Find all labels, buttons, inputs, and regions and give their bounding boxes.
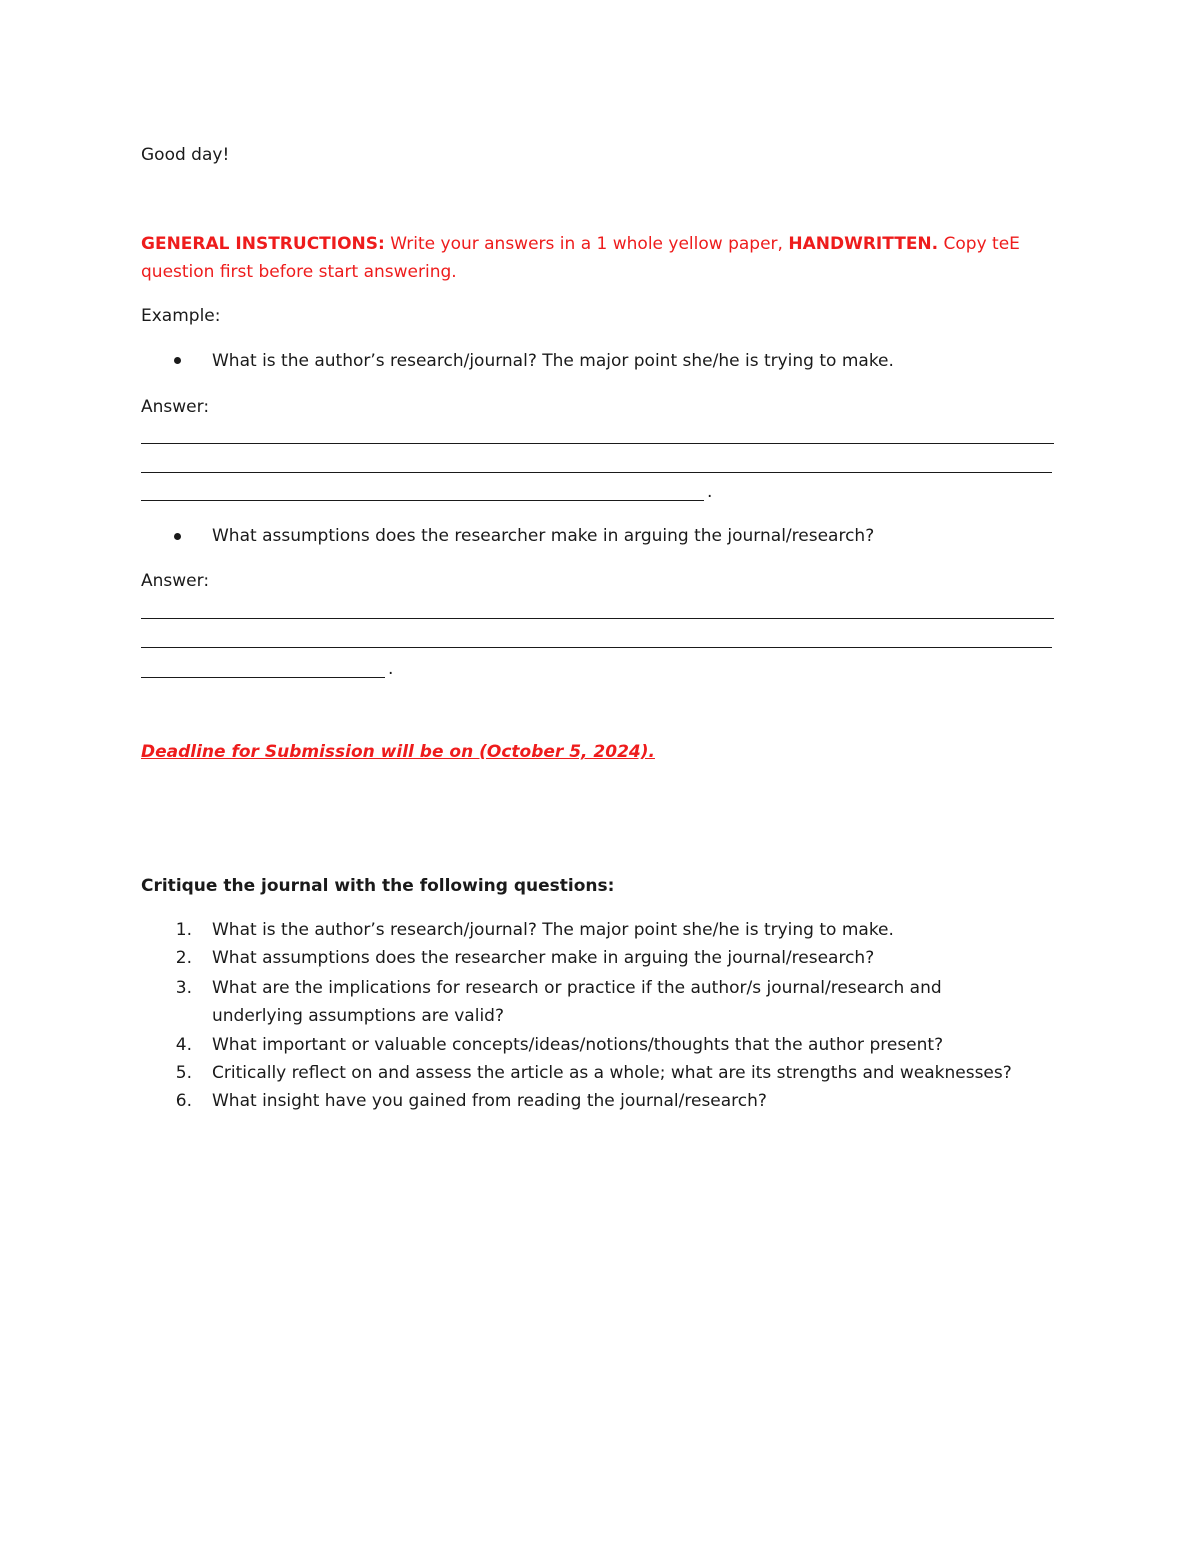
question-text: What insight have you gained from reading the journal/research? bbox=[212, 1091, 767, 1111]
answer-end-period: . bbox=[388, 659, 394, 679]
answer-line bbox=[141, 472, 1052, 473]
question-text: What is the author’s research/journal? The major point she/he is trying to make. bbox=[212, 920, 894, 940]
answer-label-1: Answer: bbox=[141, 397, 210, 417]
question-text: What assumptions does the researcher make in arguing the journal/research? bbox=[212, 948, 875, 968]
example-label: Example: bbox=[141, 306, 221, 326]
answer-line bbox=[141, 618, 1054, 619]
instructions-emphasis: HANDWRITTEN. bbox=[788, 234, 939, 254]
answer-end-period: . bbox=[707, 482, 713, 502]
question-number: 4. bbox=[175, 1035, 192, 1055]
instructions-text-part2: Copy teE bbox=[938, 234, 1020, 254]
answer-line bbox=[141, 647, 1052, 648]
question-text: What are the implications for research or practice if the author/s journal/research and bbox=[212, 978, 942, 998]
general-instructions-line-1 bbox=[141, 234, 1020, 254]
question-text: Critically reflect on and assess the article as a whole; what are its strengths and weaknesses? bbox=[212, 1063, 1012, 1083]
answer-label-2: Answer: bbox=[141, 571, 210, 591]
question-number: 3. bbox=[175, 978, 192, 998]
question-number: 1. bbox=[175, 920, 192, 940]
answer-line bbox=[141, 677, 385, 678]
question-number: 5. bbox=[175, 1063, 192, 1083]
example-question-1: What is the author’s research/journal? The major point she/he is trying to make. bbox=[212, 351, 894, 371]
answer-line bbox=[141, 443, 1054, 444]
bullet-icon bbox=[174, 533, 181, 540]
deadline-notice: Deadline for Submission will be on (October 5, 2024). bbox=[141, 742, 655, 762]
greeting: Good day! bbox=[141, 145, 230, 165]
question-number: 6. bbox=[175, 1091, 192, 1111]
critique-title: Critique the journal with the following questions: bbox=[141, 876, 615, 896]
instructions-label: GENERAL INSTRUCTIONS: bbox=[141, 234, 385, 254]
question-number: 2. bbox=[175, 948, 192, 968]
example-question-2: What assumptions does the researcher make in arguing the journal/research? bbox=[212, 526, 875, 546]
instructions-text-part1: Write your answers in a 1 whole yellow paper, bbox=[384, 234, 789, 254]
question-text-continued: underlying assumptions are valid? bbox=[212, 1006, 504, 1026]
question-text: What important or valuable concepts/ideas/notions/thoughts that the author present? bbox=[212, 1035, 944, 1055]
bullet-icon bbox=[174, 357, 181, 364]
answer-line bbox=[141, 500, 704, 501]
general-instructions-line-2: question first before start answering. bbox=[141, 262, 457, 282]
